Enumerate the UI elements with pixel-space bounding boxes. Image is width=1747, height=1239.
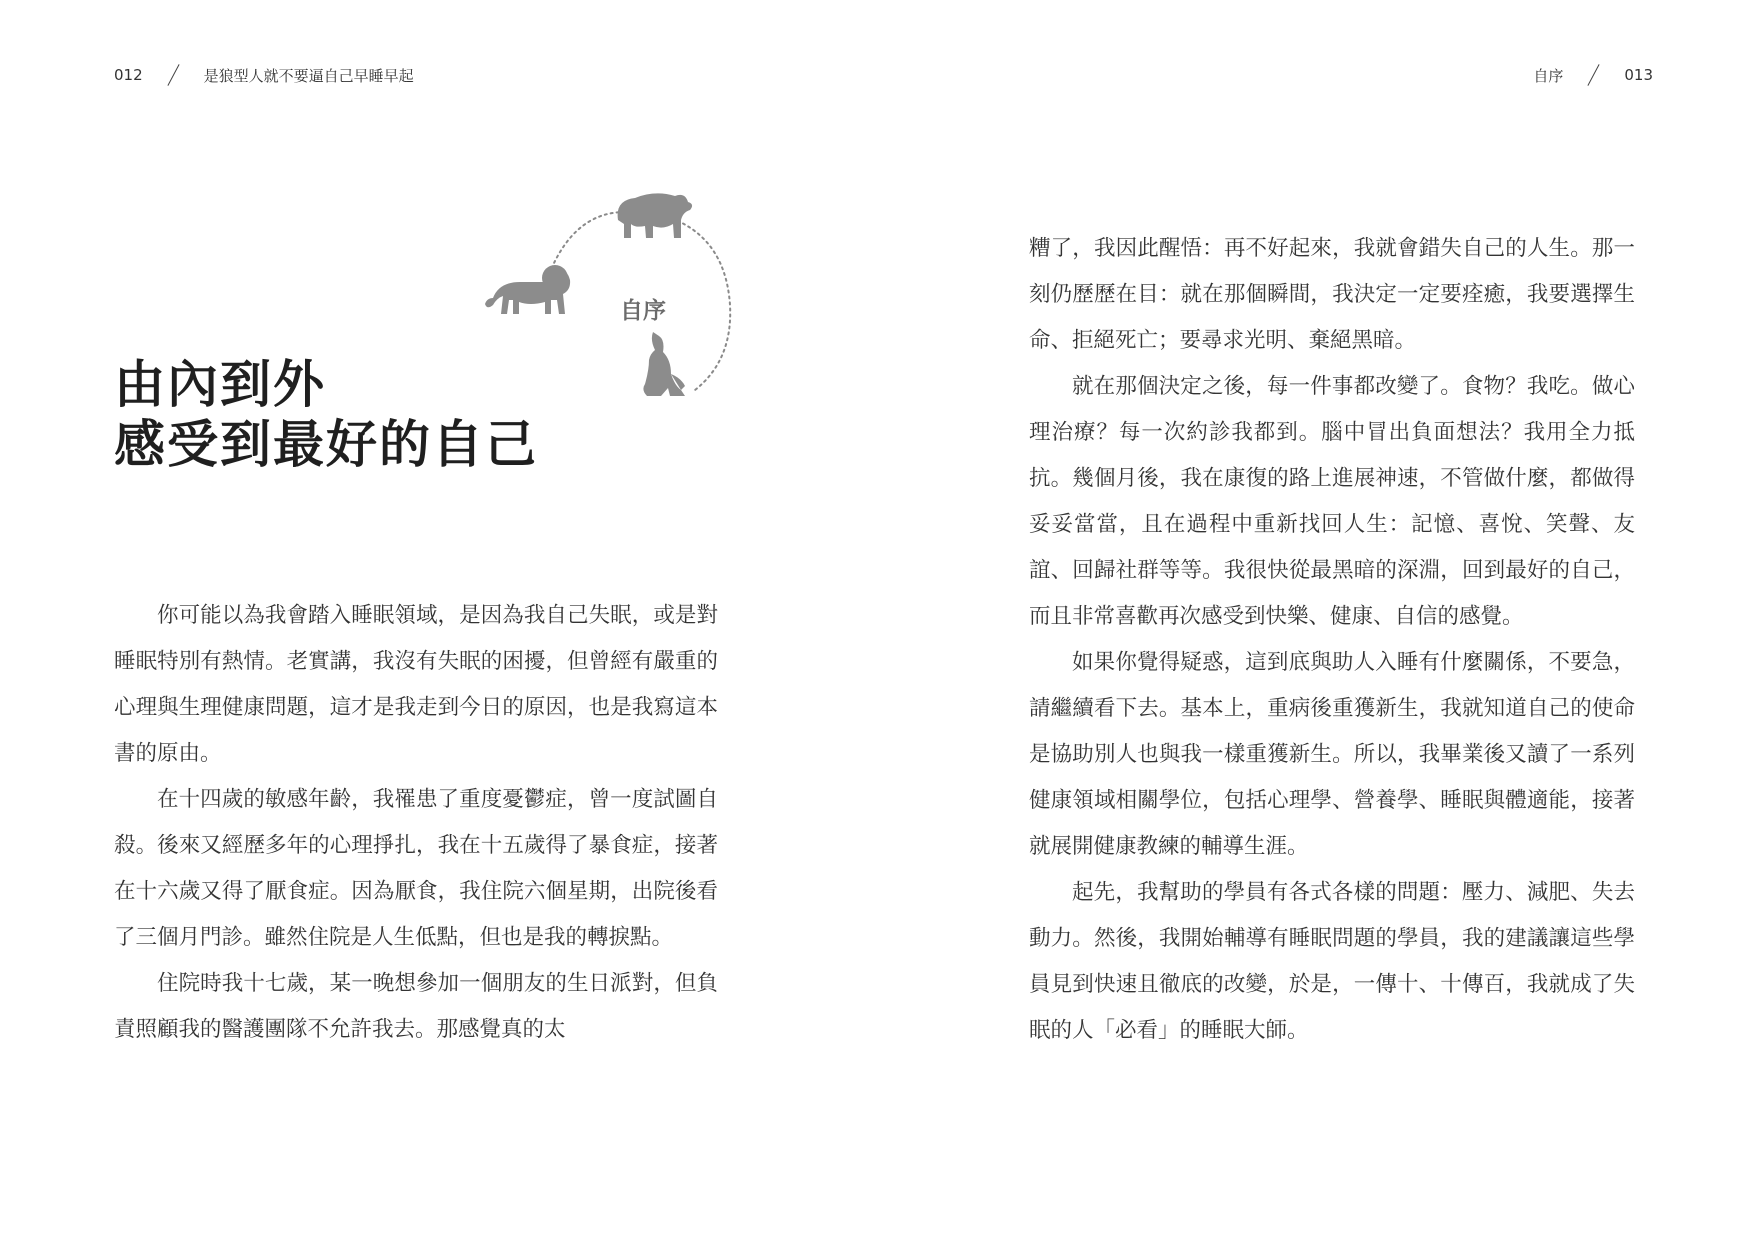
paragraph: 糟了，我因此醒悟：再不好起來，我就會錯失自己的人生。那一刻仍歷歷在目：就在那個瞬間，我決定一定要痊癒，我要選擇生命、拒絕死亡；要尋求光明、棄絕黑暗。 [1029,236,1635,353]
paragraph: 如果你覺得疑惑，這到底與助人入睡有什麼關係，不要急，請繼續看下去。基本上，重病後重獲新生，我就知道自己的使命是協助別人也與我一樣重獲新生。所以，我畢業後又讀了一系列健康領域相關學位，包括心理學、營養學、睡眠與體適能，接著就展開健康教練的輔導生涯。 [1029,650,1635,859]
left-page [0,0,873,1239]
paragraph: 就在那個決定之後，每一件事都改變了。食物？我吃。做心理治療？每一次約診我都到。腦中冒出負面想法？我用全力抵抗。幾個月後，我在康復的路上進展神速，不管做什麼，都做得妥妥當當，且在過程中重新找回人生：記憶、喜悅、笑聲、友誼、回歸社群等等。我很快從最黑暗的深淵，回到最好的自己，而且非常喜歡再次感受到快樂、健康、自信的感覺。 [1029,374,1635,629]
chapter-title-line-1: 由內到外 [114,355,327,415]
wolf-icon [643,332,685,396]
paragraph: 在十四歲的敏感年齡，我罹患了重度憂鬱症，曾一度試圖自殺。後來又經歷多年的心理掙扎，我在十五歲得了暴食症，接著在十六歲又得了厭食症。因為厭食，我住院六個星期，出院後看了三個月門診。雖然住院是人生低點，但也是我的轉捩點。 [114,787,718,950]
slash-divider [1587,64,1600,86]
body-text-right [1029,226,1635,1054]
body-text-left [114,593,718,1053]
lion-icon [485,265,570,314]
page-number: 013 [1624,66,1653,84]
paragraph: 起先，我幫助的學員有各式各樣的問題：壓力、減肥、失去動力。然後，我開始輔導有睡眠問題的學員，我的建議讓這些學員見到快速且徹底的改變，於是，一傳十、十傳百，我就成了失眠的人「必看」的睡眠大師。 [1029,880,1635,1043]
running-head-left [114,64,414,86]
bear-icon [618,193,692,238]
book-title: 是狼型人就不要逼自己早睡早起 [203,66,414,85]
chapter-title-line-2: 感受到最好的自己 [114,415,539,475]
chapter-title [114,355,538,475]
ornament-label: 自序 [620,298,666,324]
section-title: 自序 [1533,66,1564,85]
paragraph: 住院時我十七歲，某一晚想參加一個朋友的生日派對，但負責照顧我的醫護團隊不允許我去。那感覺真的太 [114,971,718,1042]
slash-divider [167,64,180,86]
running-head-right [1533,64,1653,86]
paragraph: 你可能以為我會踏入睡眠領域，是因為我自己失眠，或是對睡眠特別有熱情。老實講，我沒有失眠的困擾，但曾經有嚴重的心理與生理健康問題，這才是我走到今日的原因，也是我寫這本書的原由。 [114,603,718,766]
page-number: 012 [114,66,143,84]
